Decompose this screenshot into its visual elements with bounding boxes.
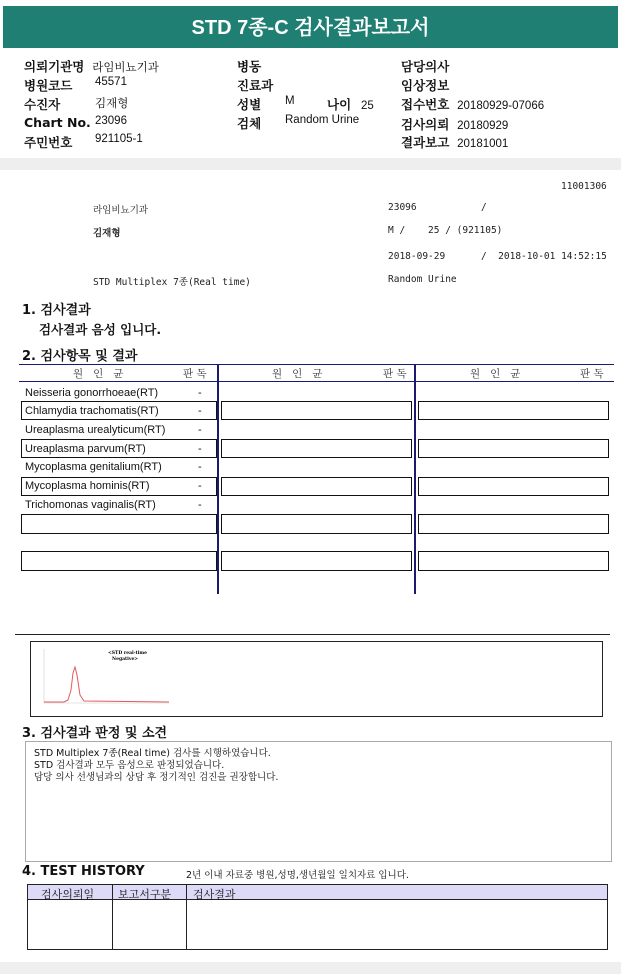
- header-divider-band: [0, 158, 621, 170]
- pathogen-result: -: [198, 405, 202, 417]
- row-box: [221, 514, 412, 534]
- row-box: [418, 401, 609, 420]
- row-box: [21, 551, 217, 571]
- printout-sex-age: M / 25 / (921105): [388, 225, 503, 236]
- col-header-result-3: 판 독: [580, 368, 604, 380]
- history-note: 2년 이내 자료중 병원,성명,생년월일 일치자료 입니다.: [186, 870, 409, 881]
- history-col-divider: [112, 884, 113, 950]
- receipt-no-row: 접수번호 20180929-07066: [401, 97, 545, 112]
- finding-line: STD 검사결과 모두 음성으로 판정되었습니다.: [34, 760, 225, 771]
- specimen-row: 검체 Random Urine: [237, 114, 360, 131]
- pathogen-name: Trichomonas vaginalis(RT): [25, 499, 156, 511]
- results-table-header-border: [19, 381, 614, 382]
- doctor-row: 담당의사: [401, 59, 450, 74]
- history-col-date: 검사의뢰일: [41, 888, 95, 901]
- col-header-pathogen-1: 원 인 균: [73, 368, 124, 380]
- printout-patient: 김재형: [93, 228, 121, 239]
- sex-value: M: [285, 95, 295, 107]
- printout-hospital: 라임비뇨기과: [93, 205, 149, 216]
- report-date-row: 결과보고 20181001: [401, 135, 509, 150]
- history-col-divider: [186, 884, 187, 950]
- pathogen-name: Ureaplasma urealyticum(RT): [25, 424, 166, 436]
- report-title: STD 7종-C 검사결과보고서: [3, 6, 618, 48]
- section-1-title: 1. 검사결과: [22, 303, 91, 318]
- printout-specimen: Random Urine: [388, 274, 457, 285]
- report-date-value: 20181001: [457, 138, 509, 150]
- ward-row: 병동: [237, 59, 262, 74]
- pathogen-name: Mycoplasma hominis(RT): [25, 480, 150, 492]
- history-table: [27, 884, 608, 950]
- chart-no-row: Chart No. 23096: [24, 115, 127, 130]
- patient-row: 수진자 김재형: [24, 97, 129, 112]
- results-table-divider-1: [217, 364, 219, 594]
- resident-no-row: 주민번호 921105-1: [24, 133, 143, 150]
- sex-row: 성별 M: [237, 95, 295, 112]
- receipt-no-value: 20180929-07066: [457, 100, 545, 112]
- row-box: [21, 514, 217, 534]
- specimen-value: Random Urine: [285, 114, 360, 126]
- row-box: [221, 401, 412, 420]
- finding-line: 담당 의사 선생님과의 상담 후 정기적인 검진을 권장합니다.: [34, 772, 279, 783]
- clinical-info-row: 임상정보: [401, 78, 450, 93]
- row-box: [221, 477, 412, 496]
- pathogen-name: Neisseria gonorrhoeae(RT): [25, 387, 159, 399]
- age-row: 나이 25: [327, 97, 374, 112]
- col-header-result-1: 판 독: [183, 368, 207, 380]
- pathogen-result: -: [198, 387, 202, 399]
- pathogen-name: Mycoplasma genitalium(RT): [25, 461, 162, 473]
- row-box: [418, 514, 609, 534]
- col-header-pathogen-3: 원 인 균: [470, 368, 521, 380]
- findings-box: [25, 741, 612, 862]
- row-box: [221, 439, 412, 458]
- section-2-title: 2. 검사항목 및 결과: [22, 349, 138, 364]
- row-box: [418, 477, 609, 496]
- page-footer-band: [0, 962, 621, 974]
- pathogen-result: -: [198, 424, 202, 436]
- pcr-amplification-chart: [34, 645, 174, 713]
- graph-top-rule: [15, 634, 610, 635]
- section-3-title: 3. 검사결과 판정 및 소견: [22, 726, 168, 741]
- row-box: [418, 551, 609, 571]
- printout-id: 11001306: [561, 181, 607, 192]
- results-table-top-border: [19, 364, 614, 365]
- overall-result: 검사결과 음성 입니다.: [39, 322, 162, 337]
- hospital-code-value: 45571: [95, 76, 127, 88]
- hospital-value: 라임비뇨기과: [92, 62, 159, 74]
- printout-date-requested: 2018-09-29: [388, 251, 446, 262]
- chart-subtitle: Negative>: [112, 657, 139, 662]
- row-box: [418, 439, 609, 458]
- request-date-row: 검사의뢰 20180929: [401, 117, 509, 132]
- pathogen-result: -: [198, 443, 202, 455]
- hospital-row: 의뢰기관명 라임비뇨기과: [24, 59, 159, 74]
- chart-no-value: 23096: [95, 115, 127, 127]
- results-table-divider-2: [414, 364, 416, 594]
- printout-test: STD Multiplex 7종(Real time): [93, 277, 251, 288]
- printout-date-reported: / 2018-10-01 14:52:15: [481, 251, 607, 262]
- patient-value: 김재형: [95, 98, 129, 110]
- hospital-code-row: 병원코드 45571: [24, 76, 127, 93]
- resident-no-value: 921105-1: [95, 133, 143, 145]
- history-col-type: 보고서구분: [118, 888, 172, 901]
- finding-line: STD Multiplex 7종(Real time) 검사를 시행하였습니다.: [34, 748, 271, 759]
- pathogen-result: -: [198, 461, 202, 473]
- pathogen-result: -: [198, 480, 202, 492]
- row-box: [221, 551, 412, 571]
- pathogen-name: Chlamydia trachomatis(RT): [25, 405, 159, 417]
- col-header-result-2: 판 독: [383, 368, 407, 380]
- department-row: 진료과: [237, 78, 274, 93]
- printout-chart: 23096: [388, 202, 417, 213]
- col-header-pathogen-2: 원 인 균: [272, 368, 323, 380]
- chart-title: <STD real-time: [108, 651, 147, 656]
- age-value: 25: [360, 100, 374, 112]
- section-4-title: 4. TEST HISTORY: [22, 864, 145, 879]
- history-col-result: 검사결과: [193, 888, 236, 901]
- request-date-value: 20180929: [457, 120, 509, 132]
- printout-slash: /: [481, 202, 487, 213]
- pathogen-name: Ureaplasma parvum(RT): [25, 443, 146, 455]
- pathogen-result: -: [198, 499, 202, 511]
